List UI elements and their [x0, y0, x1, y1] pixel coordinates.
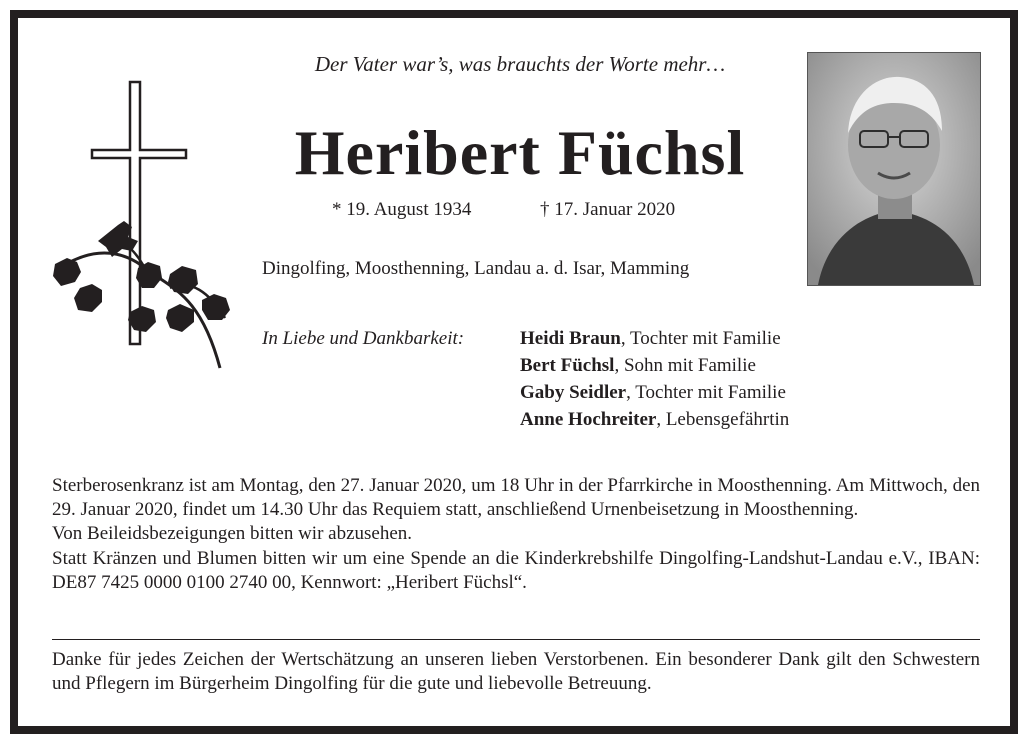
- love-label: In Liebe und Dankbarkeit:: [262, 328, 465, 349]
- mourner-item: Anne Hochreiter, Lebensgefährtin: [520, 409, 790, 430]
- thanks-paragraph: Danke für jedes Zeichen der Wertschätzung an unseren lieben Verstorbenen. Ein besonderer Dank gilt den Schwestern und Pflegern im Bürgerheim Dingolfing für die gute und liebevolle Betreuung.: [52, 649, 980, 695]
- death-date: † 17. Januar 2020: [540, 199, 676, 220]
- deceased-name: Heribert Füchsl: [294, 117, 746, 188]
- portrait-photo: [807, 52, 981, 286]
- birth-date: * 19. August 1934: [332, 199, 472, 220]
- donation-paragraph: Statt Kränzen und Blumen bitten wir um eine Spende an die Kinderkrebshilfe Dingolfing-Landshut-Landau e.V., IBAN: DE87 7425 0000 0100 2740 00, Kennwort: „Heribert Füchsl“.: [52, 547, 980, 593]
- motto: Der Vater war’s, was brauchts der Worte mehr…: [314, 52, 726, 76]
- mourners-list: [520, 328, 789, 436]
- places: Dingolfing, Moosthenning, Landau a. d. Isar, Mamming: [262, 258, 690, 279]
- mourner-item: Heidi Braun, Tochter mit Familie: [520, 328, 781, 349]
- service-details: [52, 474, 980, 595]
- mourner-item: Gaby Seidler, Tochter mit Familie: [520, 382, 786, 403]
- condolence-paragraph: Von Beileidsbezeigungen bitten wir abzusehen.: [52, 523, 413, 545]
- divider: [52, 639, 980, 640]
- service-paragraph: Sterberosenkranz ist am Montag, den 27. Januar 2020, um 18 Uhr in der Pfarrkirche in Moosthenning. Am Mittwoch, den 29. Januar 2020, findet um 14.30 Uhr das Requiem statt, anschließend Urnenbeisetzung in Moosthenning.: [52, 475, 980, 521]
- mourner-item: Bert Füchsl, Sohn mit Familie: [520, 355, 756, 376]
- cross-with-ivy-icon: [50, 78, 250, 378]
